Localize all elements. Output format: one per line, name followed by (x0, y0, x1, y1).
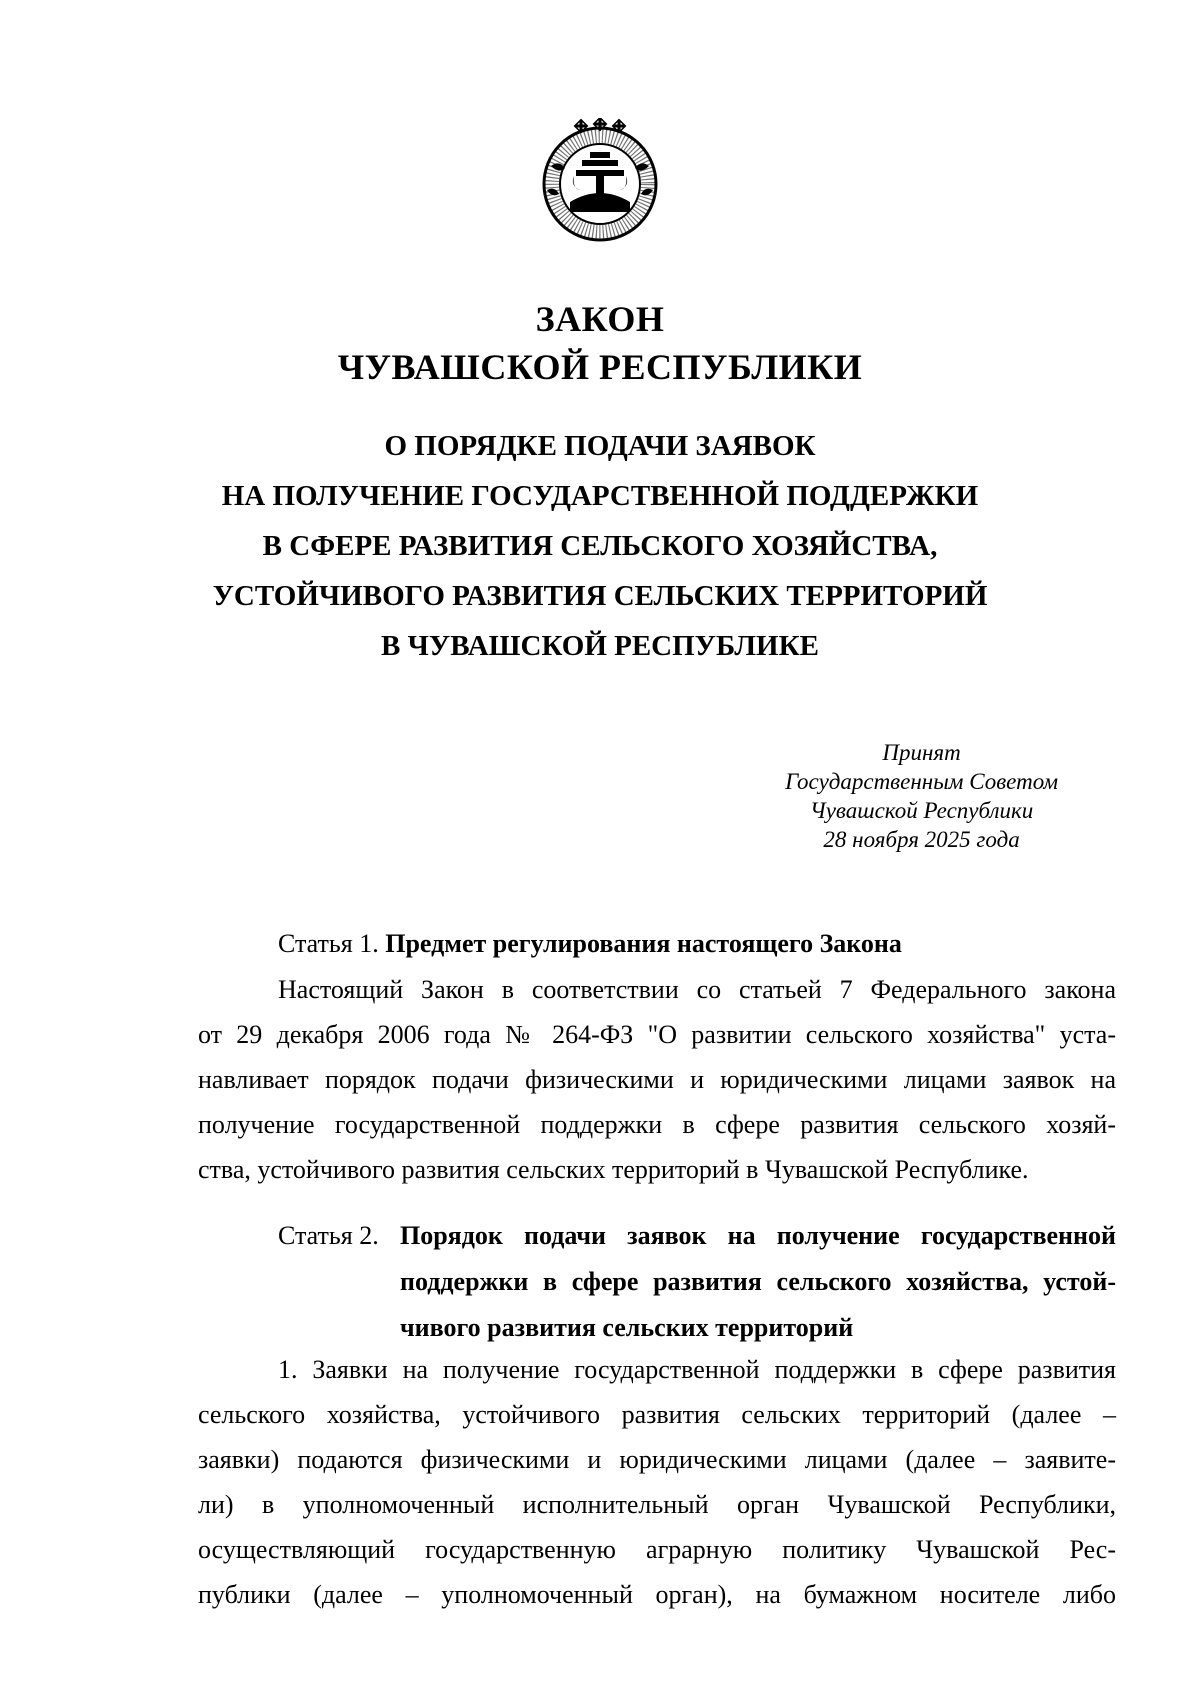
article-2-text-line: 1. Заявки на получение государственной поддержки в сфере развития (278, 1355, 1116, 1384)
article-2-label: Статья 2. (278, 1221, 379, 1250)
article-2-title-line: поддержки в сфере развития сельского хозяйства, устой- (400, 1267, 1116, 1296)
article-2-title (400, 1213, 1116, 1351)
document-type-heading: ЗАКОН (535, 299, 665, 339)
chuvash-republic-coat-of-arms-icon (537, 118, 663, 244)
article-2-text-line: публики (далее – уполномоченный орган), на бумажном носителе либо (198, 1580, 1116, 1609)
article-1-text-line: получение государственной поддержки в сфере развития сельского хозяй- (198, 1110, 1116, 1139)
issuer-heading: ЧУВАШСКОЙ РЕСПУБЛИКИ (337, 347, 863, 387)
article-1-heading (278, 924, 902, 964)
article-1-text-line: от 29 декабря 2006 года № 264-ФЗ "О развитии сельского хозяйства" уста- (198, 1020, 1116, 1049)
article-1-text-line: ства, устойчивого развития сельских территорий в Чувашской Республике. (198, 1155, 1029, 1184)
article-1-text-line: Настоящий Закон в соответствии со статьей 7 Федерального закона (278, 975, 1116, 1004)
law-subject-line: О ПОРЯДКЕ ПОДАЧИ ЗАЯВОК (384, 430, 816, 462)
article-2-title-line: Порядок подачи заявок на получение государственной (400, 1221, 1116, 1250)
adoption-line: Государственным Советом (785, 769, 1058, 794)
article-1-text-line: навливает порядок подачи физическими и юридическими лицами заявок на (198, 1065, 1116, 1094)
article-1-title: Предмет регулирования настоящего Закона (385, 929, 902, 958)
article-1-label: Статья 1. (278, 929, 379, 958)
article-2-title-line: чивого развития сельских территорий (400, 1313, 854, 1342)
article-2-text-line: ли) в уполномоченный исполнительный орган Чувашской Республики, (198, 1490, 1116, 1519)
law-subject-line: НА ПОЛУЧЕНИЕ ГОСУДАРСТВЕННОЙ ПОДДЕРЖКИ (221, 480, 979, 512)
article-2-text-line: заявки) подаются физическими и юридическими лицами (далее – заявите- (198, 1445, 1116, 1474)
law-subject-line: В СФЕРЕ РАЗВИТИЯ СЕЛЬСКОГО ХОЗЯЙСТВА, (262, 530, 938, 562)
law-subject-line: В ЧУВАШСКОЙ РЕСПУБЛИКЕ (381, 630, 819, 662)
coat-of-arms-emblem (537, 118, 663, 244)
law-subject-line: УСТОЙЧИВОГО РАЗВИТИЯ СЕЛЬСКИХ ТЕРРИТОРИЙ (212, 580, 988, 612)
adoption-line: Принят (882, 740, 961, 765)
adoption-date: 28 ноября 2025 года (823, 827, 1020, 852)
article-2-text-line: осуществляющий государственную аграрную политику Чувашской Рес- (198, 1535, 1116, 1564)
adoption-line: Чувашской Республики (809, 798, 1034, 823)
adoption-note (785, 738, 1058, 854)
article-2-text-line: сельского хозяйства, устойчивого развития сельских территорий (далее – (198, 1400, 1116, 1429)
